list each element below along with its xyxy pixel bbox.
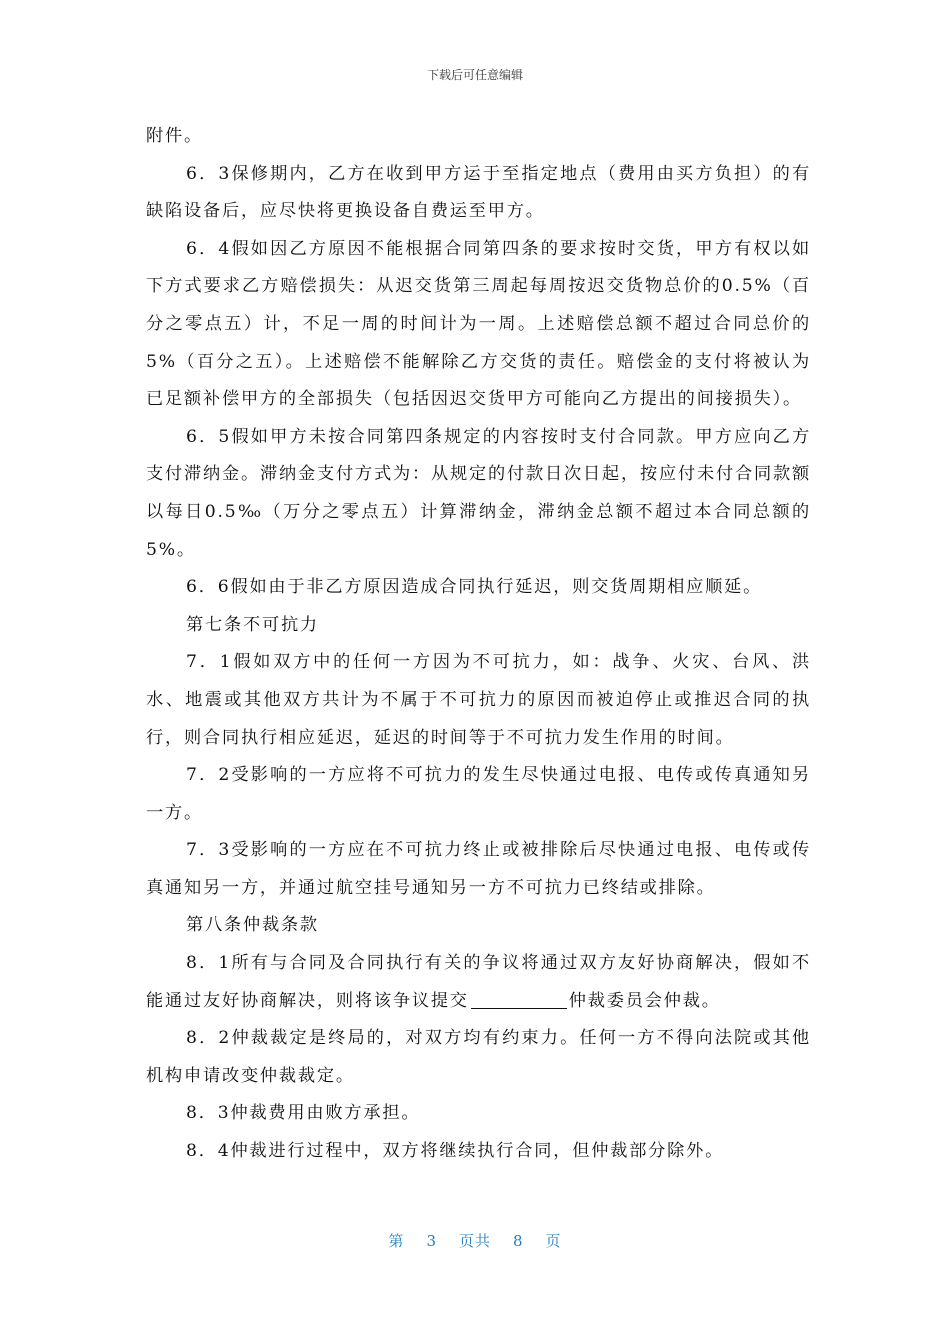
clause-6-6: 6．6假如由于非乙方原因造成合同执行延迟，则交货周期相应顺延。 (186, 577, 763, 598)
clause-8-1-text-after: 仲裁委员会仲裁。 (568, 990, 721, 1011)
clause-8-4: 8．4仲裁进行过程中，双方将继续执行合同，但仲裁部分除外。 (186, 1141, 725, 1162)
document-body (146, 118, 811, 1171)
clause-7-1: 7．1假如双方中的任何一方因为不可抗力，如：战争、火灾、台风、洪水、地震或其他双方共计为不属于不可抗力的原因而被迫停止或推迟合同的执行，则合同执行相应延迟，延迟的时间等于不可抗力发生作用的时间。 (146, 652, 811, 748)
clause-8-1 (146, 945, 811, 1020)
clause-6-5: 6．5假如甲方未按合同第四条规定的内容按时支付合同款。甲方应向乙方支付滞纳金。滞纳金支付方式为：从规定的付款日次日起，按应付未付合同款额以每日0.5‰（万分之零点五）计算滞纳金，滞纳金总额不超过本合同总额的5%。 (146, 426, 811, 560)
clause-7-3: 7．3受影响的一方应在不可抗力终止或被排除后尽快通过电报、电传或传真通知另一方，并通过航空挂号通知另一方不可抗力已终结或排除。 (146, 840, 811, 898)
article-8-heading: 第八条仲裁条款 (186, 915, 319, 936)
page-header: 下载后可任意编辑 (426, 68, 523, 82)
footer-middle: 页共 (458, 1232, 491, 1250)
clause-7-2: 7．2受影响的一方应将不可抗力的发生尽快通过电报、电传或传真通知另一方。 (146, 765, 811, 823)
page-footer (0, 1230, 950, 1251)
article-7-heading: 第七条不可抗力 (186, 614, 319, 635)
arbitration-commission-blank[interactable] (471, 990, 567, 1009)
clause-8-3: 8．3仲裁费用由败方承担。 (186, 1103, 421, 1124)
clause-6-4: 6．4假如因乙方原因不能根据合同第四条的要求按时交货，甲方有权以如下方式要求乙方赔偿损失：从迟交货第三周起每周按迟交货物总价的0.5%（百分之零点五）计，不足一周的时间计为一周。上述赔偿总额不超过合同总价的5%（百分之五）。上述赔偿不能解除乙方交货的责任。赔偿金的支付将被认为已足额补偿甲方的全部损失（包括因迟交货甲方可能向乙方提出的间接损失）。 (146, 238, 811, 410)
paragraph-continuation: 附件。 (146, 126, 203, 146)
clause-6-3: 6．3保修期内，乙方在收到甲方运于至指定地点（费用由买方负担）的有缺陷设备后，应尽快将更换设备自费运至甲方。 (146, 163, 811, 222)
footer-suffix: 页 (545, 1232, 562, 1250)
footer-total-pages: 8 (513, 1232, 524, 1250)
clause-8-1-text-before: 8．1所有与合同及合同执行有关的争议将通过双方友好协商解决，假如不能通过友好协商解决，则将该争议提交 (146, 953, 811, 1011)
footer-current-page: 3 (426, 1232, 437, 1250)
clause-8-2: 8．2仲裁裁定是终局的，对双方均有约束力。任何一方不得向法院或其他机构申请改变仲裁裁定。 (146, 1028, 811, 1086)
footer-prefix: 第 (388, 1232, 405, 1250)
